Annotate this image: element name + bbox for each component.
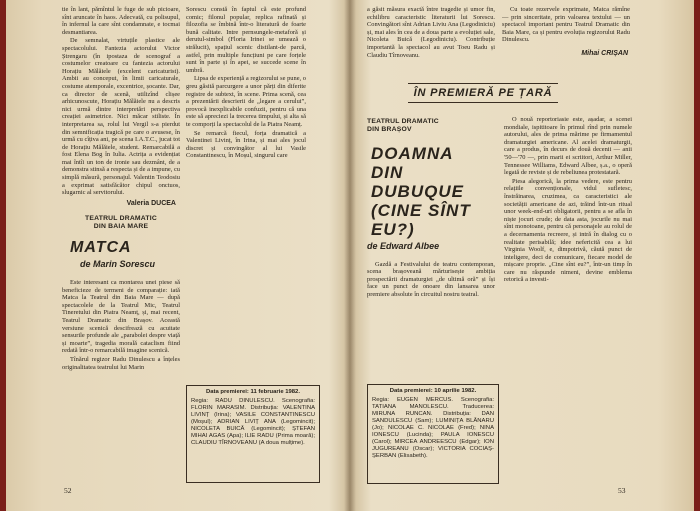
- paragraph: De semnalat, virtuțile plastice ale spectacolului. Fantezia actorului Victor Ștrengaru (în ipostaza de scenograf a costumelor creatoare cu fantezia actorului Horațiu Mălăiele (excelent caricaturist). Ambii au conceput, în limii caricaturale, costume atemporale, excentrice, șocante. Dar, ca director de scenă, utilizînd clișee arhicunoscute, Horațiu Mălăiele nu a descris nici urmă dintre interpretări perspectiva creației asimetrice. Nici măcar stiliste. În interpretarea sa, rolul lui Vergil s-a pierdut din semnificația tragică pe care o avusese, în urmă cu cîțiva ani, pe scena I.A.T.C., jucat tot de Horațiu Mălăiele, student. Remarcabilă a fost Elena Bog în Iulia. Actrița a evidențiat mai întîi un ton de ironie sau dezmânt, de a demonstra stinsă a respecta și de a impune, cu simplă măsură, personajul. Valentin Teodosiu a exprimat satisfăcător chipul onctuos, slugarnic al servitorului.: [62, 37, 180, 197]
- right-book-edge: [694, 0, 700, 511]
- page-number-right: 53: [618, 486, 626, 495]
- paragraph: Tînărul regizor Radu Dinulescu a înțeles originalitatea teatrului lui Marin: [62, 355, 180, 371]
- play-title-line: DOAMNA: [371, 144, 454, 163]
- play-author: de Edward Albee: [367, 241, 440, 251]
- left-book-edge: [0, 0, 6, 511]
- article-author: Valeria DUCEA: [126, 199, 176, 207]
- premiere-heading-box: [408, 80, 558, 106]
- right-column-4-top: [502, 6, 630, 70]
- premiere-date: Data premierei: 11 februarie 1982.: [206, 389, 300, 395]
- credits-box-left: [186, 385, 320, 483]
- paragraph: Lipsa de experiență a regizorului se pune, o greu găsită parcurgere a unor părți din diferite registre de subtext, în scene. Prima scenă, cea a prezentării descrierii de „legare a cerului”, provocă inexplicabile confuzii, pentru că una este să apreciezi la trecerea timpului, și alta să te comporți la spectacolul de la Piatra Neamț.: [186, 75, 306, 128]
- paragraph: Gazdă a Festivalului de teatru contemporan, scena brașoveană mărturisește ambiția prospectării dramaturgiei „de ultimă oră” și își face un punct de onoare din lansarea unor premiere absolute în circuitul nostru teatral.: [367, 260, 495, 298]
- article-author: Mihai CRIȘAN: [581, 49, 628, 57]
- right-column-3: [367, 6, 495, 62]
- play-author: de Marin Sorescu: [80, 259, 156, 270]
- page-number-left: 52: [64, 486, 72, 495]
- left-column-1: [62, 6, 180, 484]
- paragraph: Cu toate rezervele exprimate, Matca rămîne — prin sinceritate, prin valoarea textului — un spectacol important pentru Teatrul Dramatic din Baia Mare, ca și pentru evoluția regizorului Radu Dinulescu.: [502, 6, 630, 44]
- paragraph: Este interesant ca montarea unei piese să beneficieze de termeni de comparație: iată Matca la Teatrul din Baia Mare — după spectacolele de la Teatrul Mic, Teatrul Tineretului din Piatra Neamț, și, mai recent, Teatrul Dramatic din Brașov. Această versiune scenică descifrează cu acuitate sensurile profunde ale „parabolei despre viață și moarte”, tragedia morală cataclism fiind redată într-o remarcabilă imagine scenică.: [62, 279, 180, 355]
- credits-box-right: [367, 384, 499, 484]
- right-column-3-bottom: [367, 112, 495, 380]
- premiere-heading: ÎN PREMIERĂ PE ȚARĂ: [413, 87, 553, 99]
- left-column-2: [186, 6, 306, 382]
- paragraph: Piesa alegorică, la prima vedere, este pentru relațiile convenționale, vidul sufletesc, înstrăinarea, cruzimea, ca caracteristici ale societății americane de azi, trăind într-un ritual unor week-end-uri obligatorii, pentru a se afla în niște jocuri crude; de data asta, jocurile nu mai sînt monotoane, pentru că personajele au rolul de a decernamenta recreere, și intră în dialog cu o realitate perisabilă; idee nefericită cea a lui Virginia Woolf, e, dimpotrivă, căută punct de inteligere, deci de comunicare, fiecare model de mișcare proprie. „Cine sînt eu?”, într-un timp în care nu răspunde nimeni, devine emblema retorică a investi-: [504, 177, 632, 284]
- premiere-date: Data premierei: 10 aprilie 1982.: [389, 388, 477, 394]
- credits-text: Regia: RADU DINULESCU. Scenografia: FLORIN MARASIM. Distribuția: VALENTINA LIVINȚ (Irina); VASILE CONSTANTINESCU (Moșul); ADRIAN LIVIȚ ANA (Legomincit); NICOLETA BUICĂ (Legomincit); ȘTEFAN MIHAI AGAS (Apa); ILIE RADU (Prima moară); CLAUDIU TÎRNOVEANU (A doua mulțime).: [191, 398, 315, 446]
- play-title-line: DIN DUBUQUE: [371, 163, 464, 201]
- play-title: MATCA: [70, 239, 132, 257]
- paragraph: tie în lant, pămîntul le fuge de sub picioare, sînt aruncate în haos. Adecvată, cu polisupul, în infernul la care sînt condamnate, e tocmai desmantiarea.: [62, 6, 180, 36]
- paragraph: a găsit măsura exactă între tragedie și umor fin, echilibru caracteristic literaturii lui Sorescu. Convingători sînt Adrian Liviu Ana (Legodiniciu) și, mai ales în cea de a doua parte a evoluției sale, Nicoleta Buică (Legodiniciu). Contribuție importantă la spectacol au avut Toeu Radu și Claudiu Tîrnoveanu.: [367, 6, 495, 59]
- divider: [408, 83, 558, 84]
- paragraph: Se remarcă fiecul, forța dramatică a Valentinei Livinț, în Irina, și mai ales jocul discret și convingător al lui Vasile Constantinescu, în Moșul, singurul care: [186, 129, 306, 160]
- paragraph: O nouă reportoriasie este, așadar, a scenei mondiale, ispititoare în primul rînd prin numele autorului, ales de prima mărime pe firmamentul dramaturgiei americane. Al acelei dramaturgii, care a produs, în decurs de două decenii — anii '50—'70 —, prin marii ei scriitori, Arthur Miller, Tennessee Williams, Edward Albee, ș.a., o operă legată de reviste și de rebeliunea protestatară.: [504, 116, 632, 177]
- credits-text: Regia: EUGEN MERCUS. Scenografia: TATIANA MANOLESCU. Traducerea: MIRUNA RUNCAN. Distribuția: DAN SANDULESCU (Sam); LUMINIȚA BLĂNARU (Jo); NICOLAE C. NICOLAE (Fred); NINA IONESCU (Lucinda); PAULA IONESCU (Carol); MIRCEA ANDREESCU (Edgar); ION JUGUREANU (Oscar); VICTORIA COCIAȘ-ȘERBAN (Elisabeth).: [372, 397, 494, 459]
- book-binding: [344, 0, 356, 511]
- theater-name: TEATRUL DRAMATIC DIN BRAȘOV: [367, 118, 439, 133]
- theater-name: TEATRUL DRAMATIC DIN BAIA MARE: [85, 215, 157, 231]
- divider: [408, 102, 558, 103]
- play-title-line: (CINE SÎNT EU?): [371, 201, 471, 239]
- right-column-4-bottom: [504, 116, 632, 484]
- play-title: [371, 144, 495, 239]
- paragraph: Sorescu constă în faptul că este profund comic; filonul popular, replica rafinată și filozofia se îmbină într-o literatură de foarte bună calitate. Intre pernsungele-metaforă și derutul-simbol (Floria Irinei se umează o strălucit), spațiul scenic distilant-de parcă, astfel, prin multiple funcțiuni pe care forțele sunt în parte și în apei, se succede scene în umbră.: [186, 6, 306, 74]
